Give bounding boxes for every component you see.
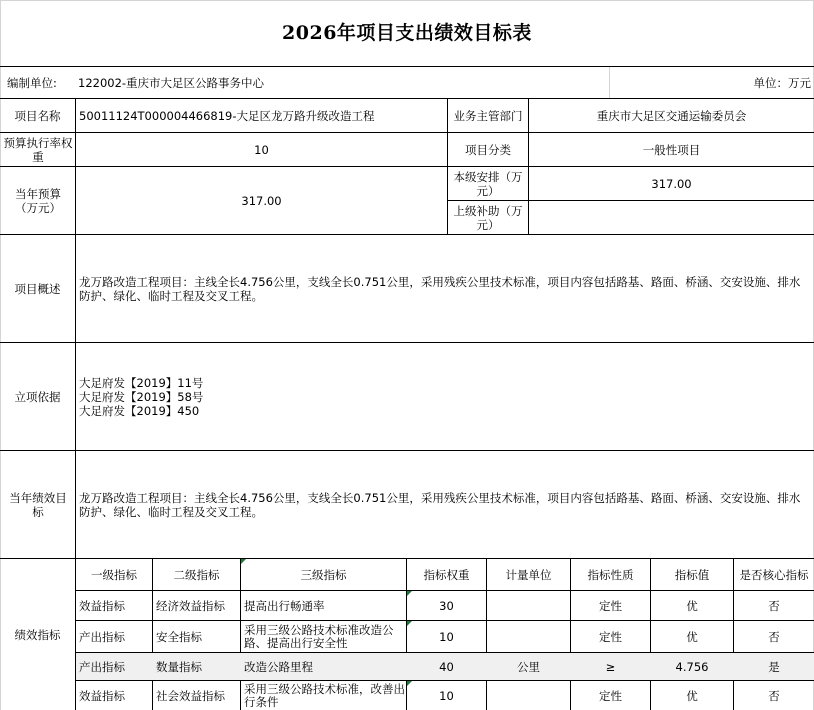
goal-text: 龙万路改造工程项目：主线全长4.756公里，支线全长0.751公里，采用残疾公里技术标准，项目内容包括路基、路面、桥涵、交安设施、排水防护、绿化、临时工程及交叉工程。 bbox=[79, 490, 801, 519]
col-header: 指标权重 bbox=[423, 567, 470, 582]
table-cell-l2: 经济效益指标 bbox=[156, 598, 225, 613]
org-label: 编制单位: bbox=[7, 75, 57, 90]
budget-value: 317.00 bbox=[241, 193, 282, 208]
project-name-label: 项目名称 bbox=[14, 108, 61, 123]
page-title: 2026年项目支出绩效目标表 bbox=[282, 22, 532, 44]
overview-label: 项目概述 bbox=[14, 281, 61, 296]
overview-text: 龙万路改造工程项目：主线全长4.756公里，支线全长0.751公里，采用残疾公里技术标准，项目内容包括路基、路面、桥涵、交安设施、排水防护、绿化、临时工程及交叉工程。 bbox=[79, 274, 801, 303]
category-value: 一般性项目 bbox=[642, 142, 701, 157]
goal-label: 当年绩效目标 bbox=[9, 490, 67, 519]
col-header: 是否核心指标 bbox=[739, 567, 809, 582]
table-cell-value: 优 bbox=[686, 629, 698, 644]
table-cell-core: 否 bbox=[768, 688, 780, 703]
org-value: 122002-重庆市大足区公路事务中心 bbox=[78, 75, 265, 90]
table-cell-l2: 安全指标 bbox=[156, 629, 202, 644]
table-cell-unit bbox=[487, 621, 570, 652]
table-cell-l1: 产出指标 bbox=[79, 659, 125, 674]
unit-label: 单位：万元 bbox=[753, 75, 811, 90]
table-cell-value: 4.756 bbox=[675, 659, 709, 674]
col-header: 二级指标 bbox=[173, 567, 220, 582]
col-header: 三级指标 bbox=[300, 567, 347, 582]
basis-line: 大足府发【2019】11号 bbox=[79, 375, 204, 390]
col-header: 一级指标 bbox=[91, 567, 137, 582]
upper-subsidy-value bbox=[529, 201, 814, 234]
table-cell-nature: 定性 bbox=[599, 598, 622, 613]
table-cell-value: 优 bbox=[686, 688, 698, 703]
table-cell-l1: 效益指标 bbox=[79, 598, 125, 613]
table-cell-core: 否 bbox=[768, 598, 780, 613]
basis-list bbox=[76, 343, 814, 450]
table-cell-l2: 社会效益指标 bbox=[156, 688, 225, 703]
col-header: 计量单位 bbox=[505, 567, 552, 582]
local-budget-value: 317.00 bbox=[651, 176, 692, 191]
dept-value: 重庆市大足区交通运输委员会 bbox=[596, 108, 747, 123]
weight-label: 预算执行率权重 bbox=[3, 135, 73, 164]
upper-subsidy-label: 上级补助（万元） bbox=[453, 203, 523, 232]
weight-value: 10 bbox=[254, 142, 269, 157]
indicators-label: 绩效指标 bbox=[14, 627, 61, 642]
table-cell-value: 优 bbox=[686, 598, 698, 613]
budget-label: 当年预算（万元） bbox=[15, 186, 61, 215]
col-header: 指标性质 bbox=[587, 567, 634, 582]
dept-label: 业务主管部门 bbox=[453, 108, 523, 123]
table-cell-l3: 改造公路里程 bbox=[244, 659, 313, 674]
table-cell-l3: 采用三级公路技术标准，改善出行条件 bbox=[244, 682, 405, 709]
table-cell-unit bbox=[487, 591, 570, 620]
table-cell-unit: 公里 bbox=[517, 659, 540, 674]
table-cell-weight: 30 bbox=[439, 598, 454, 613]
table-cell-nature: 定性 bbox=[599, 629, 622, 644]
col-header: 指标值 bbox=[674, 567, 710, 582]
table-cell-core: 否 bbox=[768, 629, 780, 644]
basis-line: 大足府发【2019】58号 bbox=[79, 389, 204, 404]
table-cell-l1: 效益指标 bbox=[79, 688, 125, 703]
table-cell-nature: ≥ bbox=[605, 659, 616, 674]
category-label: 项目分类 bbox=[465, 142, 511, 157]
table-cell-nature: 定性 bbox=[599, 688, 622, 703]
table-cell-l1: 产出指标 bbox=[79, 629, 125, 644]
local-budget-label: 本级安排（万元） bbox=[453, 169, 523, 198]
basis-label: 立项依据 bbox=[14, 389, 61, 404]
table-cell-l3: 提高出行畅通率 bbox=[244, 598, 325, 613]
table-cell-l2: 数量指标 bbox=[156, 659, 202, 674]
project-name-value: 50011124T000004466819-大足区龙万路升级改造工程 bbox=[79, 108, 375, 123]
table-cell-l3: 采用三级公路技术标准改造公路、提高出行安全性 bbox=[244, 622, 394, 650]
table-cell-weight: 40 bbox=[439, 659, 454, 674]
table-cell-weight: 10 bbox=[439, 688, 454, 703]
table-cell-core: 是 bbox=[768, 659, 780, 674]
table-cell-weight: 10 bbox=[439, 629, 454, 644]
basis-line: 大足府发【2019】450 bbox=[79, 403, 200, 418]
table-cell-unit bbox=[487, 681, 570, 710]
